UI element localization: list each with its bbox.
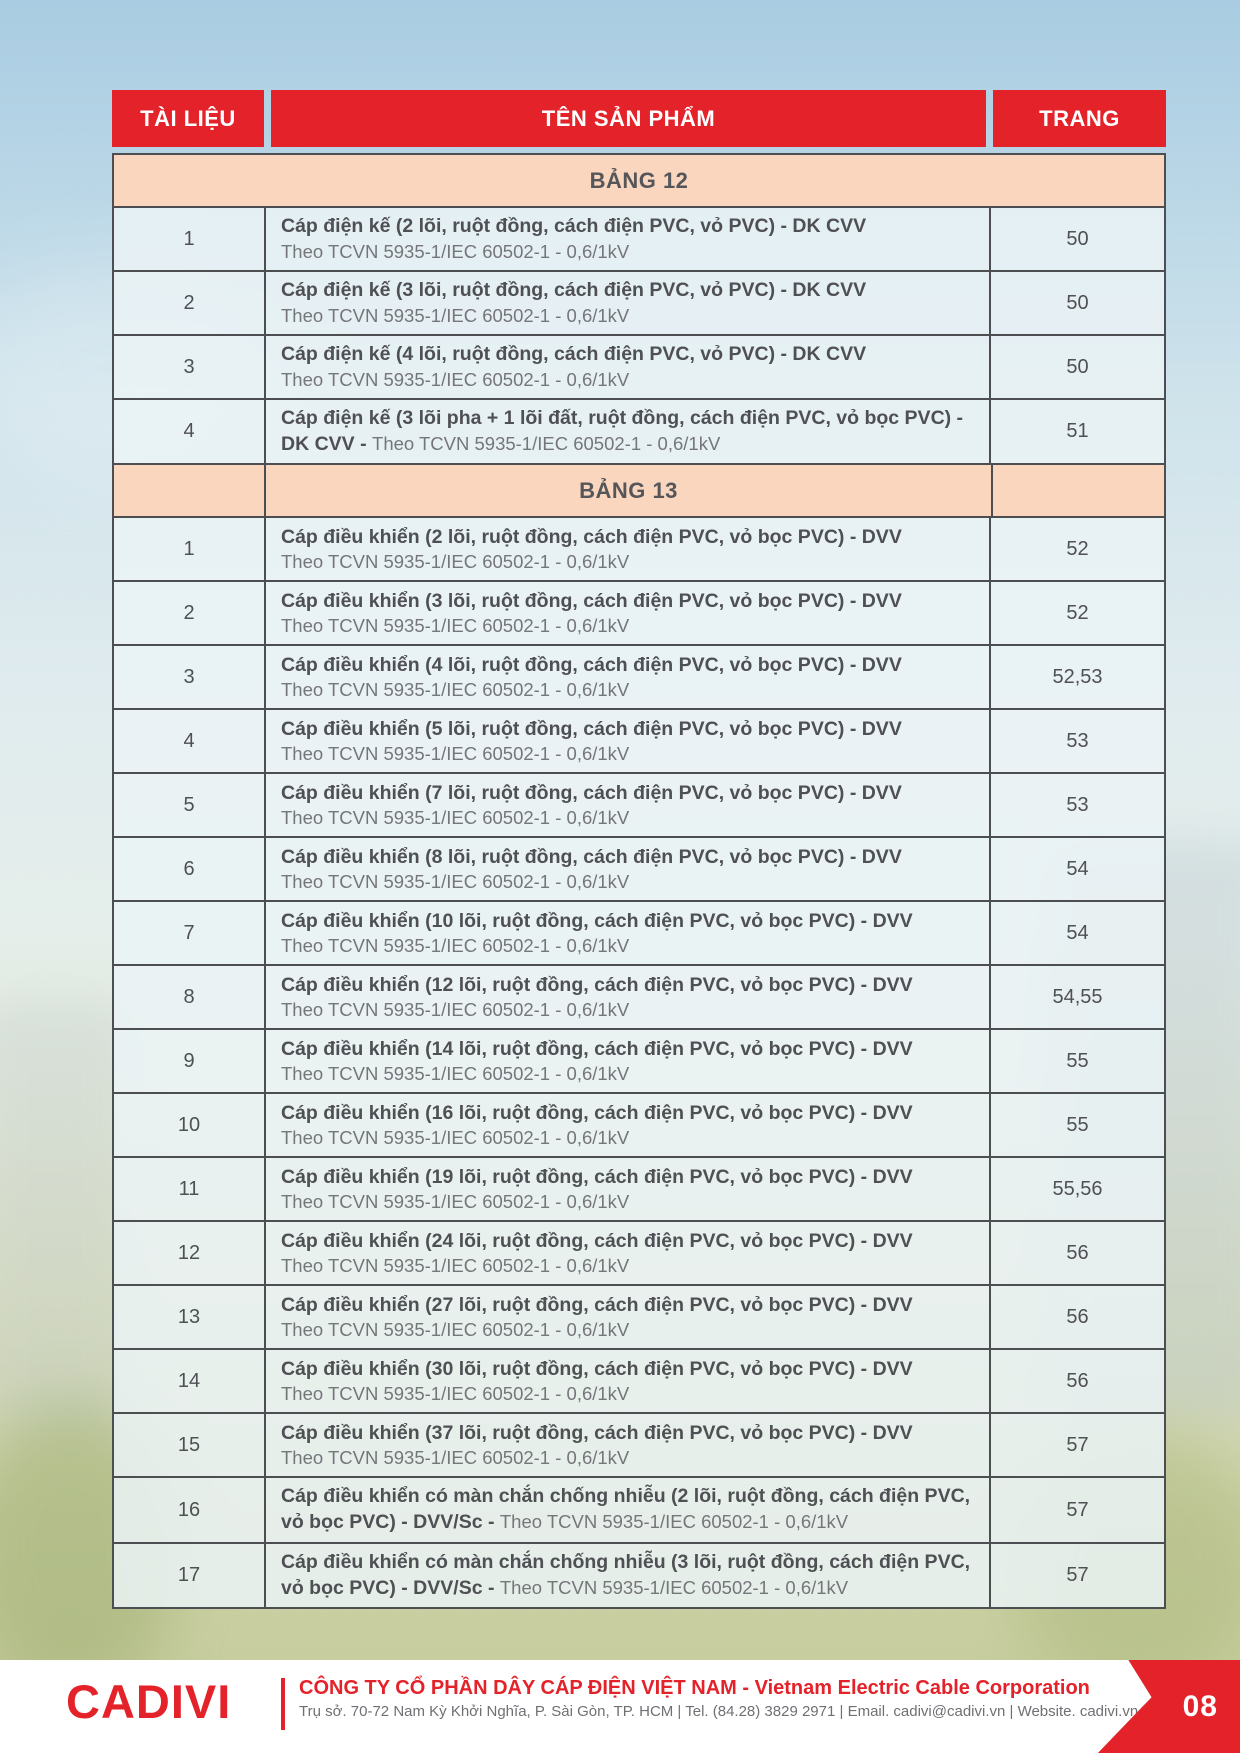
table-row xyxy=(114,1544,1164,1607)
product-standard: Theo TCVN 5935-1/IEC 60502-1 - 0,6/1kV xyxy=(281,807,630,829)
product-description xyxy=(281,406,977,457)
page-number-cell: 55 xyxy=(1066,1049,1089,1072)
page-number-cell: 51 xyxy=(1066,420,1089,443)
product-description xyxy=(281,1484,977,1535)
product-name: Cáp điện kế (3 lõi pha + 1 lõi đất, ruột đồng, cách điện PVC, vỏ bọc PVC) - DK CVV - xyxy=(281,407,964,455)
page-number-cell: 57 xyxy=(1066,1433,1089,1456)
product-cell xyxy=(266,1350,991,1412)
product-standard: Theo TCVN 5935-1/IEC 60502-1 - 0,6/1kV xyxy=(281,368,630,390)
page-number-cell: 54,55 xyxy=(1052,985,1103,1008)
product-cell xyxy=(266,400,991,463)
product-standard: Theo TCVN 5935-1/IEC 60502-1 - 0,6/1kV xyxy=(281,935,630,957)
product-standard: Theo TCVN 5935-1/IEC 60502-1 - 0,6/1kV xyxy=(499,1511,849,1533)
product-name: Cáp điều khiển (12 lõi, ruột đồng, cách điện PVC, vỏ bọc PVC) - DVV xyxy=(281,973,913,996)
table-row xyxy=(114,1030,1164,1094)
product-name: Cáp điều khiển (37 lõi, ruột đồng, cách điện PVC, vỏ bọc PVC) - DVV xyxy=(281,1421,913,1444)
row-number-cell: 13 xyxy=(114,1286,266,1348)
table-row xyxy=(114,1158,1164,1222)
section-band-right-cell xyxy=(991,465,1164,516)
company-name: CÔNG TY CỔ PHẦN DÂY CÁP ĐIỆN VIỆT NAM - Vietnam Electric Cable Corporation xyxy=(299,1677,1090,1699)
table-row xyxy=(114,646,1164,710)
product-name: Cáp điều khiển (7 lõi, ruột đồng, cách điện PVC, vỏ bọc PVC) - DVV xyxy=(281,781,902,804)
footer-bar xyxy=(0,1660,1240,1753)
section-title: BẢNG 12 xyxy=(589,167,689,193)
row-number-cell: 16 xyxy=(114,1478,266,1541)
table-row xyxy=(114,518,1164,582)
column-header-trang: TRANG xyxy=(993,90,1166,147)
table-row xyxy=(114,774,1164,838)
section-band xyxy=(114,465,1164,518)
product-standard: Theo TCVN 5935-1/IEC 60502-1 - 0,6/1kV xyxy=(281,1383,630,1405)
product-standard: Theo TCVN 5935-1/IEC 60502-1 - 0,6/1kV xyxy=(281,679,630,701)
page-number-badge: 08 xyxy=(1182,1690,1218,1723)
product-name: Cáp điều khiển (8 lõi, ruột đồng, cách điện PVC, vỏ bọc PVC) - DVV xyxy=(281,845,902,868)
product-name: Cáp điều khiển (30 lõi, ruột đồng, cách điện PVC, vỏ bọc PVC) - DVV xyxy=(281,1357,913,1380)
product-index-table xyxy=(112,90,1166,1609)
product-name: Cáp điện kế (2 lõi, ruột đồng, cách điện PVC, vỏ PVC) - DK CVV xyxy=(281,215,867,238)
product-standard: Theo TCVN 5935-1/IEC 60502-1 - 0,6/1kV xyxy=(281,615,630,637)
product-standard: Theo TCVN 5935-1/IEC 60502-1 - 0,6/1kV xyxy=(281,743,630,765)
row-number-cell: 7 xyxy=(114,902,266,964)
footer-text-block xyxy=(299,1676,1138,1724)
row-number-cell: 3 xyxy=(114,336,266,398)
table-body xyxy=(112,153,1166,1609)
product-standard: Theo TCVN 5935-1/IEC 60502-1 - 0,6/1kV xyxy=(499,1576,849,1598)
product-cell xyxy=(266,1544,991,1607)
page-number-cell: 56 xyxy=(1066,1241,1089,1264)
product-standard: Theo TCVN 5935-1/IEC 60502-1 - 0,6/1kV xyxy=(281,304,630,326)
page-number-cell: 53 xyxy=(1066,729,1089,752)
background-buildings-left xyxy=(0,1000,130,1430)
row-number-cell: 17 xyxy=(114,1544,266,1607)
product-cell xyxy=(266,1414,991,1476)
product-name: Cáp điều khiển (19 lõi, ruột đồng, cách điện PVC, vỏ bọc PVC) - DVV xyxy=(281,1165,913,1188)
product-cell xyxy=(266,1158,991,1220)
section-band-left-cell xyxy=(114,465,266,516)
product-standard: Theo TCVN 5935-1/IEC 60502-1 - 0,6/1kV xyxy=(281,551,630,573)
product-cell xyxy=(266,774,991,836)
table-row xyxy=(114,1286,1164,1350)
product-name: Cáp điều khiển (2 lõi, ruột đồng, cách điện PVC, vỏ bọc PVC) - DVV xyxy=(281,525,902,548)
product-name: Cáp điều khiển (16 lõi, ruột đồng, cách điện PVC, vỏ bọc PVC) - DVV xyxy=(281,1101,913,1124)
table-row xyxy=(114,1094,1164,1158)
row-number-cell: 10 xyxy=(114,1094,266,1156)
section-title: BẢNG 13 xyxy=(579,477,678,503)
product-cell xyxy=(266,646,991,708)
table-row xyxy=(114,838,1164,902)
product-name: Cáp điều khiển (27 lõi, ruột đồng, cách điện PVC, vỏ bọc PVC) - DVV xyxy=(281,1293,913,1316)
column-header-tai-lieu: TÀI LIỆU xyxy=(112,90,264,147)
page-number-cell: 57 xyxy=(1066,1498,1089,1521)
row-number-cell: 5 xyxy=(114,774,266,836)
row-number-cell: 6 xyxy=(114,838,266,900)
product-cell xyxy=(266,838,991,900)
product-standard: Theo TCVN 5935-1/IEC 60502-1 - 0,6/1kV xyxy=(281,1063,630,1085)
row-number-cell: 12 xyxy=(114,1222,266,1284)
row-number-cell: 1 xyxy=(114,518,266,580)
company-address: Trụ sở. 70-72 Nam Kỳ Khởi Nghĩa, P. Sài Gòn, TP. HCM | Tel. (84.28) 3829 2971 | Email. cadivi@cadivi.vn | Website. cadivi.vn xyxy=(299,1703,1139,1720)
table-row xyxy=(114,400,1164,465)
table-row xyxy=(114,902,1164,966)
product-name: Cáp điều khiển (10 lõi, ruột đồng, cách điện PVC, vỏ bọc PVC) - DVV xyxy=(281,909,913,932)
product-name: Cáp điều khiển (4 lõi, ruột đồng, cách điện PVC, vỏ bọc PVC) - DVV xyxy=(281,653,902,676)
table-row xyxy=(114,582,1164,646)
product-cell xyxy=(266,518,991,580)
page-number-cell: 52 xyxy=(1066,601,1089,624)
row-number-cell: 4 xyxy=(114,710,266,772)
product-cell xyxy=(266,1030,991,1092)
row-number-cell: 8 xyxy=(114,966,266,1028)
table-row xyxy=(114,208,1164,272)
product-name: Cáp điều khiển (14 lõi, ruột đồng, cách điện PVC, vỏ bọc PVC) - DVV xyxy=(281,1037,913,1060)
product-standard: Theo TCVN 5935-1/IEC 60502-1 - 0,6/1kV xyxy=(281,1319,630,1341)
product-cell xyxy=(266,336,991,398)
product-name: Cáp điều khiển có màn chắn chống nhiễu (2 lõi, ruột đồng, cách điện PVC, vỏ bọc PVC) - DVV/Sc - xyxy=(281,1485,971,1534)
product-cell xyxy=(266,1478,991,1541)
row-number-cell: 9 xyxy=(114,1030,266,1092)
table-row xyxy=(114,710,1164,774)
product-cell xyxy=(266,710,991,772)
product-standard: Theo TCVN 5935-1/IEC 60502-1 - 0,6/1kV xyxy=(372,432,721,454)
product-name: Cáp điều khiển (5 lõi, ruột đồng, cách điện PVC, vỏ bọc PVC) - DVV xyxy=(281,717,902,740)
product-standard: Theo TCVN 5935-1/IEC 60502-1 - 0,6/1kV xyxy=(281,999,630,1021)
product-description xyxy=(281,1550,977,1601)
column-header-ten-san-pham: TÊN SẢN PHẨM xyxy=(271,90,986,147)
page-number-cell: 53 xyxy=(1066,793,1089,816)
product-cell xyxy=(266,1094,991,1156)
product-standard: Theo TCVN 5935-1/IEC 60502-1 - 0,6/1kV xyxy=(281,1255,630,1277)
product-standard: Theo TCVN 5935-1/IEC 60502-1 - 0,6/1kV xyxy=(281,1191,630,1213)
page-number-cell: 52 xyxy=(1066,537,1089,560)
page-number-cell: 55 xyxy=(1066,1113,1089,1136)
table-row xyxy=(114,1222,1164,1286)
product-standard: Theo TCVN 5935-1/IEC 60502-1 - 0,6/1kV xyxy=(281,1447,630,1469)
table-row xyxy=(114,336,1164,400)
page-number-cell: 50 xyxy=(1066,227,1089,250)
product-standard: Theo TCVN 5935-1/IEC 60502-1 - 0,6/1kV xyxy=(281,871,630,893)
page-number-cell: 56 xyxy=(1066,1305,1089,1328)
product-name: Cáp điều khiển (3 lõi, ruột đồng, cách điện PVC, vỏ bọc PVC) - DVV xyxy=(281,589,902,612)
page-number-cell: 54 xyxy=(1066,857,1089,880)
page-number-cell: 55,56 xyxy=(1052,1177,1103,1200)
product-cell xyxy=(266,582,991,644)
product-cell xyxy=(266,902,991,964)
cadivi-logo: CADIVI xyxy=(66,1675,232,1728)
row-number-cell: 2 xyxy=(114,582,266,644)
row-number-cell: 2 xyxy=(114,272,266,334)
product-standard: Theo TCVN 5935-1/IEC 60502-1 - 0,6/1kV xyxy=(281,1127,630,1149)
row-number-cell: 15 xyxy=(114,1414,266,1476)
row-number-cell: 14 xyxy=(114,1350,266,1412)
table-row xyxy=(114,1414,1164,1478)
table-row xyxy=(114,272,1164,336)
footer-divider xyxy=(281,1678,285,1730)
page-number-cell: 54 xyxy=(1066,921,1089,944)
product-cell xyxy=(266,1222,991,1284)
product-name: Cáp điều khiển (24 lõi, ruột đồng, cách điện PVC, vỏ bọc PVC) - DVV xyxy=(281,1229,913,1252)
product-cell xyxy=(266,966,991,1028)
product-cell xyxy=(266,272,991,334)
table-row xyxy=(114,1478,1164,1543)
table-row xyxy=(114,1350,1164,1414)
page-number-cell: 52,53 xyxy=(1052,665,1103,688)
page-number-cell: 56 xyxy=(1066,1369,1089,1392)
product-cell xyxy=(266,208,991,270)
product-name: Cáp điều khiển có màn chắn chống nhiễu (3 lõi, ruột đồng, cách điện PVC, vỏ bọc PVC) - DVV/Sc - xyxy=(281,1550,971,1599)
product-standard: Theo TCVN 5935-1/IEC 60502-1 - 0,6/1kV xyxy=(281,240,630,262)
page-number-cell: 50 xyxy=(1066,355,1089,378)
page-number-cell: 57 xyxy=(1066,1564,1089,1587)
product-cell xyxy=(266,1286,991,1348)
row-number-cell: 4 xyxy=(114,400,266,463)
table-row xyxy=(114,966,1164,1030)
section-band xyxy=(114,155,1164,208)
product-name: Cáp điện kế (4 lõi, ruột đồng, cách điện PVC, vỏ PVC) - DK CVV xyxy=(281,343,867,366)
table-header-row xyxy=(112,90,1166,147)
row-number-cell: 1 xyxy=(114,208,266,270)
row-number-cell: 11 xyxy=(114,1158,266,1220)
page-number-cell: 50 xyxy=(1066,291,1089,314)
product-name: Cáp điện kế (3 lõi, ruột đồng, cách điện PVC, vỏ PVC) - DK CVV xyxy=(281,279,867,302)
row-number-cell: 3 xyxy=(114,646,266,708)
